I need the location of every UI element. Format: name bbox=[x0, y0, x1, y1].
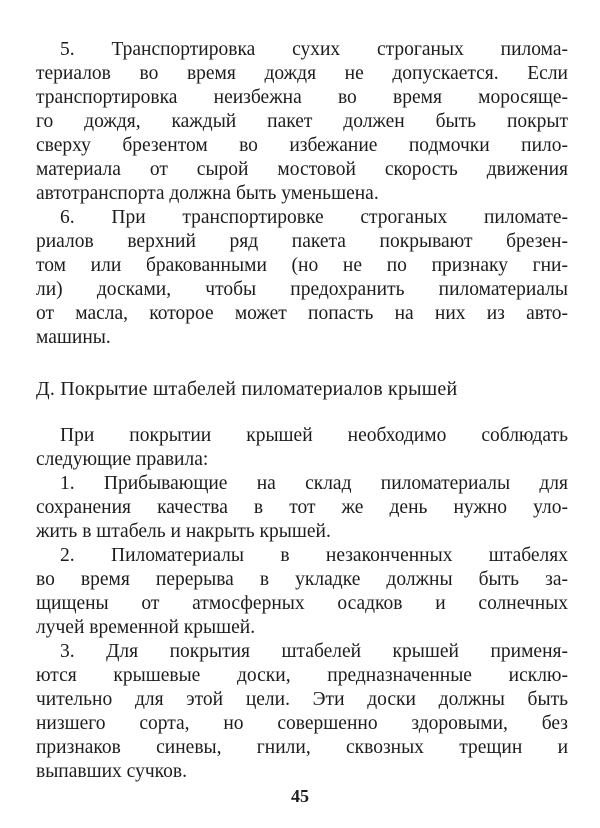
text-line: териалов во время дождя не допускается. Если bbox=[36, 63, 568, 84]
text-line: ются крышевые доски, предназначенные исклю- bbox=[36, 665, 568, 686]
text-line: лучей временной крышей. bbox=[36, 617, 256, 638]
text-line: 1. Прибывающие на склад пиломатериалы для bbox=[60, 473, 568, 494]
text-line: чительно для этой цели. Эти доски должны быть bbox=[36, 689, 568, 710]
paragraph-rule-3 bbox=[36, 640, 568, 784]
text-line: жить в штабель и накрыть крышей. bbox=[36, 521, 331, 542]
text-line: 3. Для покрытия штабелей крышей применя- bbox=[60, 641, 568, 662]
page-number: 45 bbox=[291, 786, 309, 806]
text-line: признаков синевы, гнили, сквозных трещин и bbox=[36, 737, 568, 758]
text-line: автотранспорта должна быть уменьшена. bbox=[36, 183, 379, 204]
text-line: При покрытии крышей необходимо соблюдать bbox=[60, 425, 568, 446]
text-line: во время перерыва в укладке должны быть за- bbox=[36, 569, 568, 590]
text-line: 2. Пиломатериалы в незаконченных штабелях bbox=[60, 545, 568, 566]
text-line: ли) досками, чтобы предохранить пиломатериалы bbox=[36, 279, 568, 300]
text-line: го дождя, каждый пакет должен быть покрыт bbox=[36, 111, 568, 132]
text-line: 5. Транспортировка сухих строганых пилома- bbox=[60, 39, 568, 60]
text-line: от масла, которое может попасть на них из авто- bbox=[36, 303, 568, 324]
text-line: машины. bbox=[36, 327, 111, 348]
paragraph-roof-intro bbox=[36, 424, 568, 472]
text-line: материала от сырой мостовой скорость движения bbox=[36, 159, 568, 180]
paragraph-rule-2 bbox=[36, 544, 568, 640]
text-line: риалов верхний ряд пакета покрывают брезен- bbox=[36, 231, 568, 252]
paragraph-transport-dry-lumber bbox=[36, 38, 568, 206]
text-line: щищены от атмосферных осадков и солнечных bbox=[36, 593, 568, 614]
text-line: сверху брезентом во избежание подмочки пило- bbox=[36, 135, 568, 156]
text-line: транспортировка неизбежна во время моросяще- bbox=[36, 87, 568, 108]
section-heading: Д. Покрытие штабелей пиломатериалов крышей bbox=[36, 378, 458, 400]
paragraph-transport-planed-lumber bbox=[36, 206, 568, 350]
text-line: выпавших сучков. bbox=[36, 761, 187, 782]
text-line: том или бракованными (но не по признаку гни- bbox=[36, 255, 568, 276]
text-line: низшего сорта, но совершенно здоровыми, без bbox=[36, 713, 568, 734]
text-line: 6. При транспортировке строганых пиломате- bbox=[60, 207, 568, 228]
text-line: сохранения качества в тот же день нужно уло- bbox=[36, 497, 568, 518]
paragraph-rule-1 bbox=[36, 472, 568, 544]
text-line: следующие правила: bbox=[36, 449, 209, 470]
